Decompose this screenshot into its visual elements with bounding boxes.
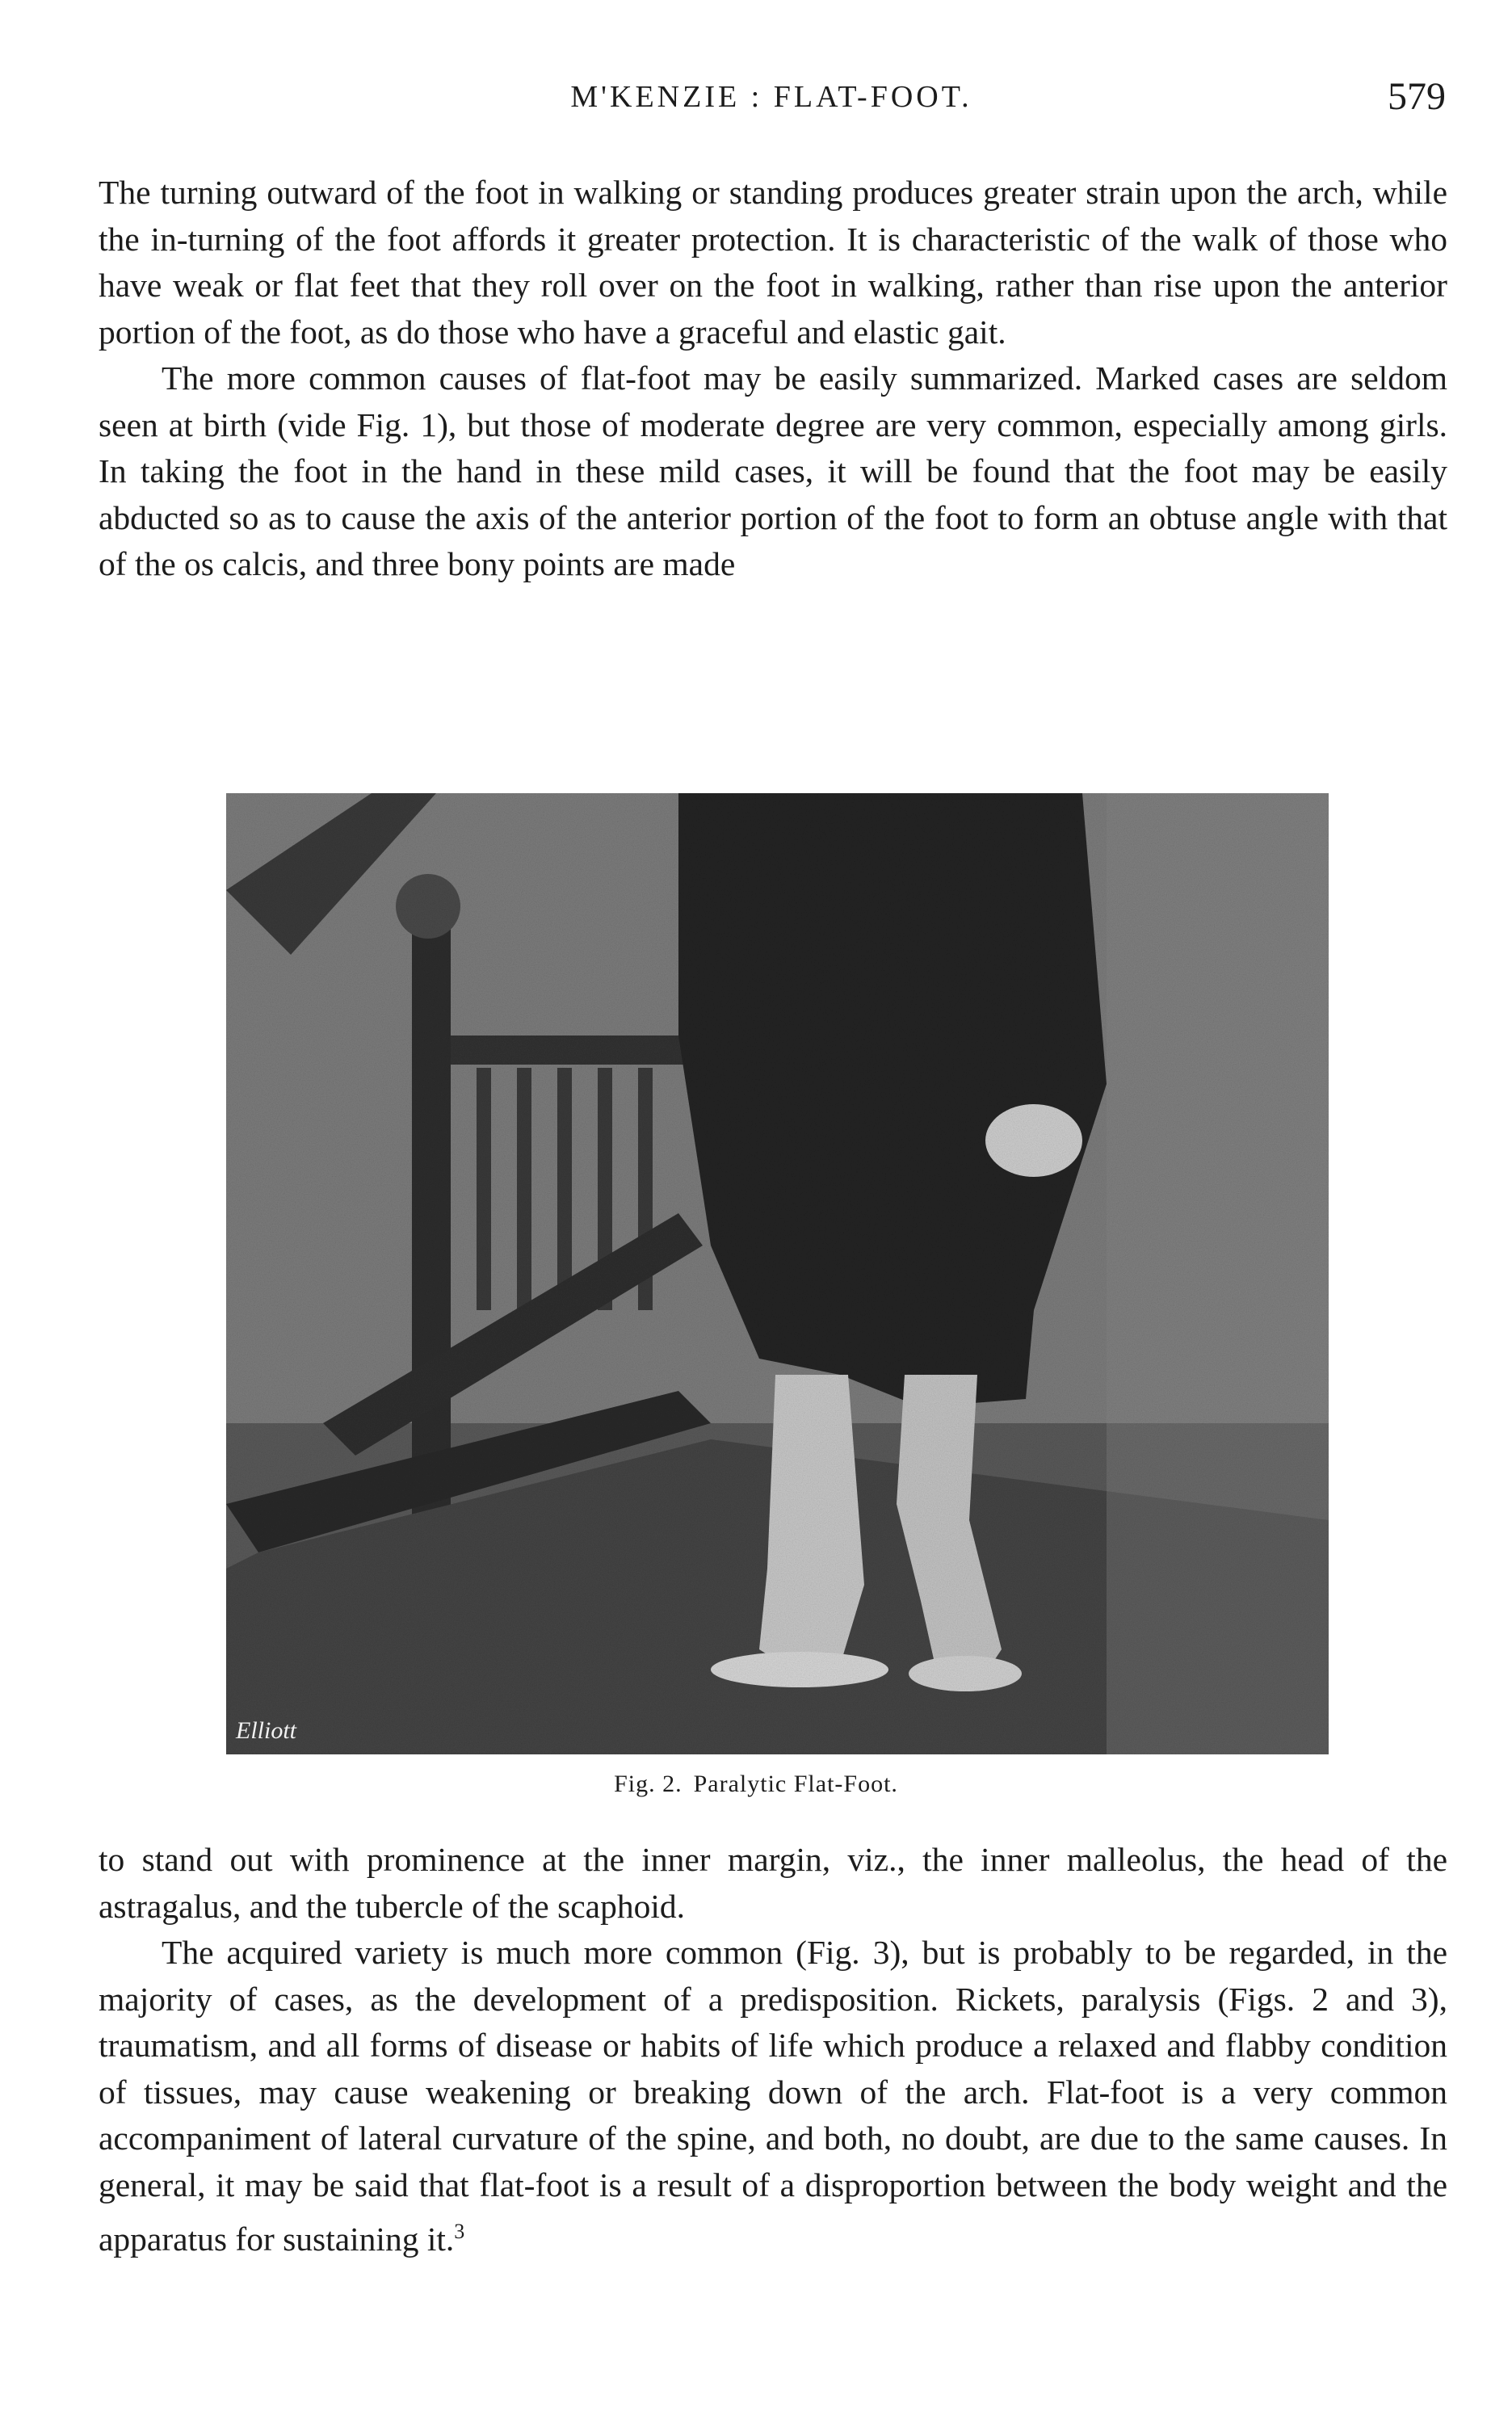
figure-caption	[0, 1771, 1512, 1798]
paragraph-walking: The turning outward of the foot in walking or standing produces greater strain upon the arch, while the in-turning of the foot affords it greater protection. It is characteristic of the walk of those who have weak or flat feet that they roll over on the foot in walking, rather than rise upon the anterior portion of the foot, as do those who have a graceful and elastic gait.	[99, 174, 1447, 351]
figure-image	[226, 793, 1329, 1754]
footnote-marker: 3	[454, 2220, 465, 2243]
paragraph-causes: The more common causes of flat-foot may be easily summarized. Marked cases are seldom seen at birth (vide Fig. 1), but those of moderate degree are very common, especially among girls. In taking the foot in the hand in these mild cases, it will be found that the foot may be easily abducted so as to cause the axis of the anterior portion of the foot to form an obtuse angle with that of the os calcis, and three bony points are made	[99, 359, 1447, 582]
child-right-foot	[909, 1656, 1022, 1691]
page-number: 579	[1388, 75, 1446, 118]
paragraph-acquired-text: The acquired variety is much more common (Fig. 3), but is probably to be regarded, in the majority of cases, as the development of a predisposition. Rickets, paralysis (Figs. 2 and 3), traumatism, and all forms of disease or habits of life which produce a relaxed and flabby condition of tissues, may cause weakening or breaking down of the arch. Flat-foot is a very common accompaniment of lateral curvature of the spine, and both, no doubt, are due to the same causes. In general, it may be said that flat-foot is a result of a disproportion between the body weight and the apparatus for sustaining it.	[99, 1934, 1447, 2258]
running-head	[97, 74, 1446, 123]
child-left-leg	[759, 1375, 864, 1670]
paragraph-acquired	[99, 1930, 1447, 2262]
child-left-foot	[711, 1652, 888, 1687]
engraver-signature: Elliott	[236, 1717, 296, 1744]
text-block-top	[99, 170, 1447, 588]
text-block-bottom	[99, 1837, 1447, 2262]
figure-number: Fig. 2.	[614, 1771, 682, 1797]
child-hand	[985, 1104, 1082, 1177]
figure-caption-title: Paralytic Flat-Foot.	[693, 1771, 898, 1797]
figure-photograph	[226, 793, 1329, 1754]
paragraph-continuation: to stand out with prominence at the inner margin, viz., the inner malleolus, the head of the astragalus, and the tubercle of the scaphoid.	[99, 1841, 1447, 1925]
running-head-title: M'KENZIE : FLAT-FOOT.	[570, 80, 972, 114]
chair-finial	[396, 874, 460, 939]
